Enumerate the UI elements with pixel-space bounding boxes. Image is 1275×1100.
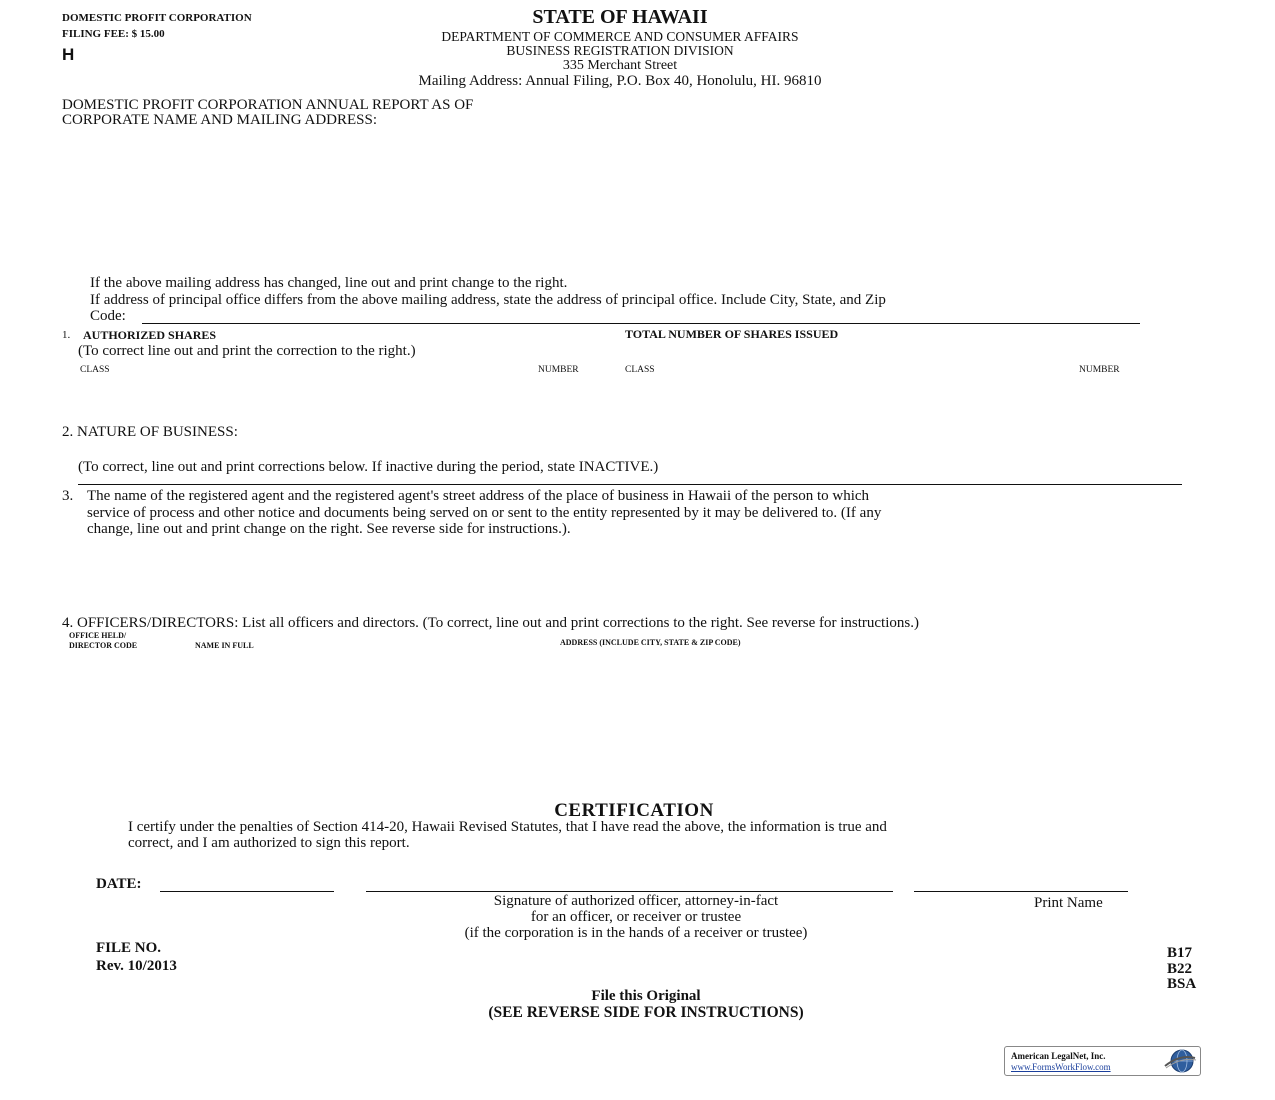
principal-office-line[interactable] (142, 323, 1140, 324)
nature-of-business-instruction: (To correct, line out and print corrections below. If inactive during the period, state INACTIVE.) (78, 459, 659, 475)
registered-agent-text-3: change, line out and print change on the right. See reverse side for instructions.). (87, 521, 571, 537)
state-title: STATE OF HAWAII (532, 6, 708, 28)
print-name-field[interactable] (914, 891, 1128, 892)
date-field[interactable] (160, 891, 334, 892)
office-held-column: OFFICE HELD/ (69, 631, 127, 640)
signature-field[interactable] (366, 891, 893, 892)
section3-number: 3. (62, 488, 74, 504)
globe-icon (1163, 1048, 1197, 1074)
mailing-address: Mailing Address: Annual Filing, P.O. Box 40, Honolulu, HI. 96810 (418, 73, 822, 89)
officers-directors-heading: 4. OFFICERS/DIRECTORS: List all officers and directors. (To correct, line out and print corrections to the right. See reverse for instructions.) (62, 615, 919, 631)
file-original-note: File this Original (591, 988, 701, 1004)
total-shares-heading: TOTAL NUMBER OF SHARES ISSUED (625, 327, 839, 341)
name-in-full-column: NAME IN FULL (195, 641, 254, 650)
revision-date: Rev. 10/2013 (96, 958, 177, 974)
american-legalnet-logo[interactable] (1004, 1046, 1201, 1076)
registered-agent-text-1: The name of the registered agent and the registered agent's street address of the place of business in Hawaii of the person to which (87, 488, 870, 504)
signature-caption-2: for an officer, or receiver or trustee (530, 909, 742, 925)
principal-office-note: If address of principal office differs from the above mailing address, state the address of principal office. Include City, State, and Zip (90, 292, 886, 308)
print-name-caption: Print Name (1034, 895, 1103, 911)
form-letter: H (62, 45, 75, 64)
authorized-shares-heading: AUTHORIZED SHARES (83, 328, 217, 342)
section1-number: 1. (62, 329, 71, 341)
filing-fee: FILING FEE: $ 15.00 (62, 28, 165, 40)
see-reverse-note: (SEE REVERSE SIDE FOR INSTRUCTIONS) (488, 1004, 804, 1021)
section1-instruction: (To correct line out and print the correction to the right.) (78, 343, 416, 359)
form-code-1: B17 (1167, 945, 1193, 961)
address-column: ADDRESS (INCLUDE CITY, STATE & ZIP CODE) (560, 638, 741, 647)
director-code-column: DIRECTOR CODE (69, 641, 138, 650)
certification-text-2: correct, and I am authorized to sign this report. (128, 835, 410, 851)
number-column-right: NUMBER (1079, 365, 1120, 375)
signature-caption-3: (if the corporation is in the hands of a receiver or trustee) (464, 925, 808, 941)
certification-title: CERTIFICATION (554, 800, 714, 821)
file-number-label: FILE NO. (96, 940, 162, 956)
number-column-left: NUMBER (538, 365, 579, 375)
corporate-name-label: CORPORATE NAME AND MAILING ADDRESS: (62, 112, 378, 128)
code-label: Code: (90, 308, 126, 324)
nature-of-business-heading: 2. NATURE OF BUSINESS: (62, 424, 238, 440)
report-title: DOMESTIC PROFIT CORPORATION ANNUAL REPORT AS OF (62, 97, 474, 113)
date-label: DATE: (96, 876, 142, 892)
logo-url-link[interactable]: www.FormsWorkFlow.com (1011, 1062, 1111, 1072)
class-column-right: CLASS (625, 365, 655, 375)
address-change-note: If the above mailing address has changed, line out and print change to the right. (90, 275, 568, 291)
signature-caption-1: Signature of authorized officer, attorney-in-fact (493, 893, 779, 909)
department-name: DEPARTMENT OF COMMERCE AND CONSUMER AFFAIRS (441, 29, 799, 44)
division-name: BUSINESS REGISTRATION DIVISION (506, 43, 734, 58)
form-code-3: BSA (1167, 976, 1197, 992)
registered-agent-text-2: service of process and other notice and documents being served on or sent to the entity represented by it may be delivered to. (If any (87, 505, 882, 521)
logo-company-name: American LegalNet, Inc. (1011, 1051, 1106, 1061)
certification-text-1: I certify under the penalties of Section 414-20, Hawaii Revised Statutes, that I have read the above, the information is true and (128, 819, 887, 835)
street-address: 335 Merchant Street (562, 58, 678, 73)
form-type-label: DOMESTIC PROFIT CORPORATION (62, 12, 252, 24)
class-column-left: CLASS (80, 365, 110, 375)
nature-of-business-line[interactable] (78, 484, 1182, 485)
form-code-2: B22 (1167, 961, 1193, 977)
